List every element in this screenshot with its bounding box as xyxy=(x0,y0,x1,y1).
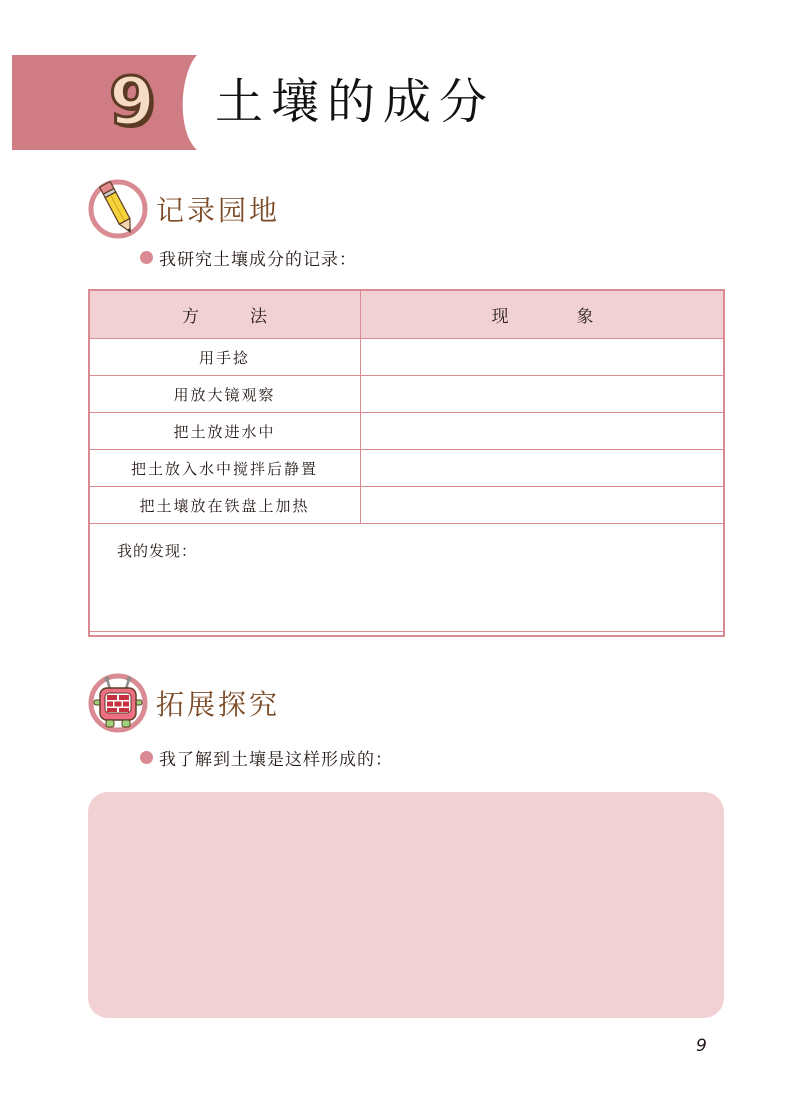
prompt-record-text: 我研究土壤成分的记录： xyxy=(159,250,357,270)
record-table xyxy=(88,289,725,632)
findings-row xyxy=(89,524,725,632)
observation-cell[interactable] xyxy=(361,376,725,413)
section-title-extend: 拓展探究 xyxy=(156,688,281,721)
robot-icon xyxy=(88,673,148,733)
findings-label: 我的发现： xyxy=(117,542,198,560)
table-row xyxy=(89,339,725,376)
pencil-icon xyxy=(88,179,148,239)
table-header-row xyxy=(89,290,725,339)
method-cell: 把土放入水中搅拌后静置 xyxy=(89,450,361,487)
page-number: 9 xyxy=(696,1036,707,1056)
bullet-dot xyxy=(140,751,153,764)
table-row xyxy=(89,450,725,487)
page-title: 土壤的成分 xyxy=(215,74,496,130)
bullet-dot xyxy=(140,251,153,264)
section-title-record: 记录园地 xyxy=(156,194,281,227)
method-cell: 用放大镜观察 xyxy=(89,376,361,413)
method-cell: 用手捻 xyxy=(89,339,361,376)
observation-cell[interactable] xyxy=(361,413,725,450)
method-cell: 把土放进水中 xyxy=(89,413,361,450)
prompt-extend-text: 我了解到土壤是这样形成的： xyxy=(159,750,393,770)
table-row xyxy=(89,376,725,413)
section-header-record xyxy=(88,177,280,241)
writing-box[interactable] xyxy=(88,792,724,1018)
table-row xyxy=(89,487,725,524)
prompt-record xyxy=(140,245,357,270)
findings-cell[interactable] xyxy=(89,524,725,632)
observation-cell[interactable] xyxy=(361,339,725,376)
prompt-extend xyxy=(140,745,393,770)
observation-cell[interactable] xyxy=(361,487,725,524)
header-observation: 现 象 xyxy=(361,290,725,339)
table-row xyxy=(89,413,725,450)
header-method: 方 法 xyxy=(89,290,361,339)
method-cell: 把土壤放在铁盘上加热 xyxy=(89,487,361,524)
lesson-number: 9 xyxy=(109,63,155,140)
observation-cell[interactable] xyxy=(361,450,725,487)
section-header-extend xyxy=(88,671,280,735)
